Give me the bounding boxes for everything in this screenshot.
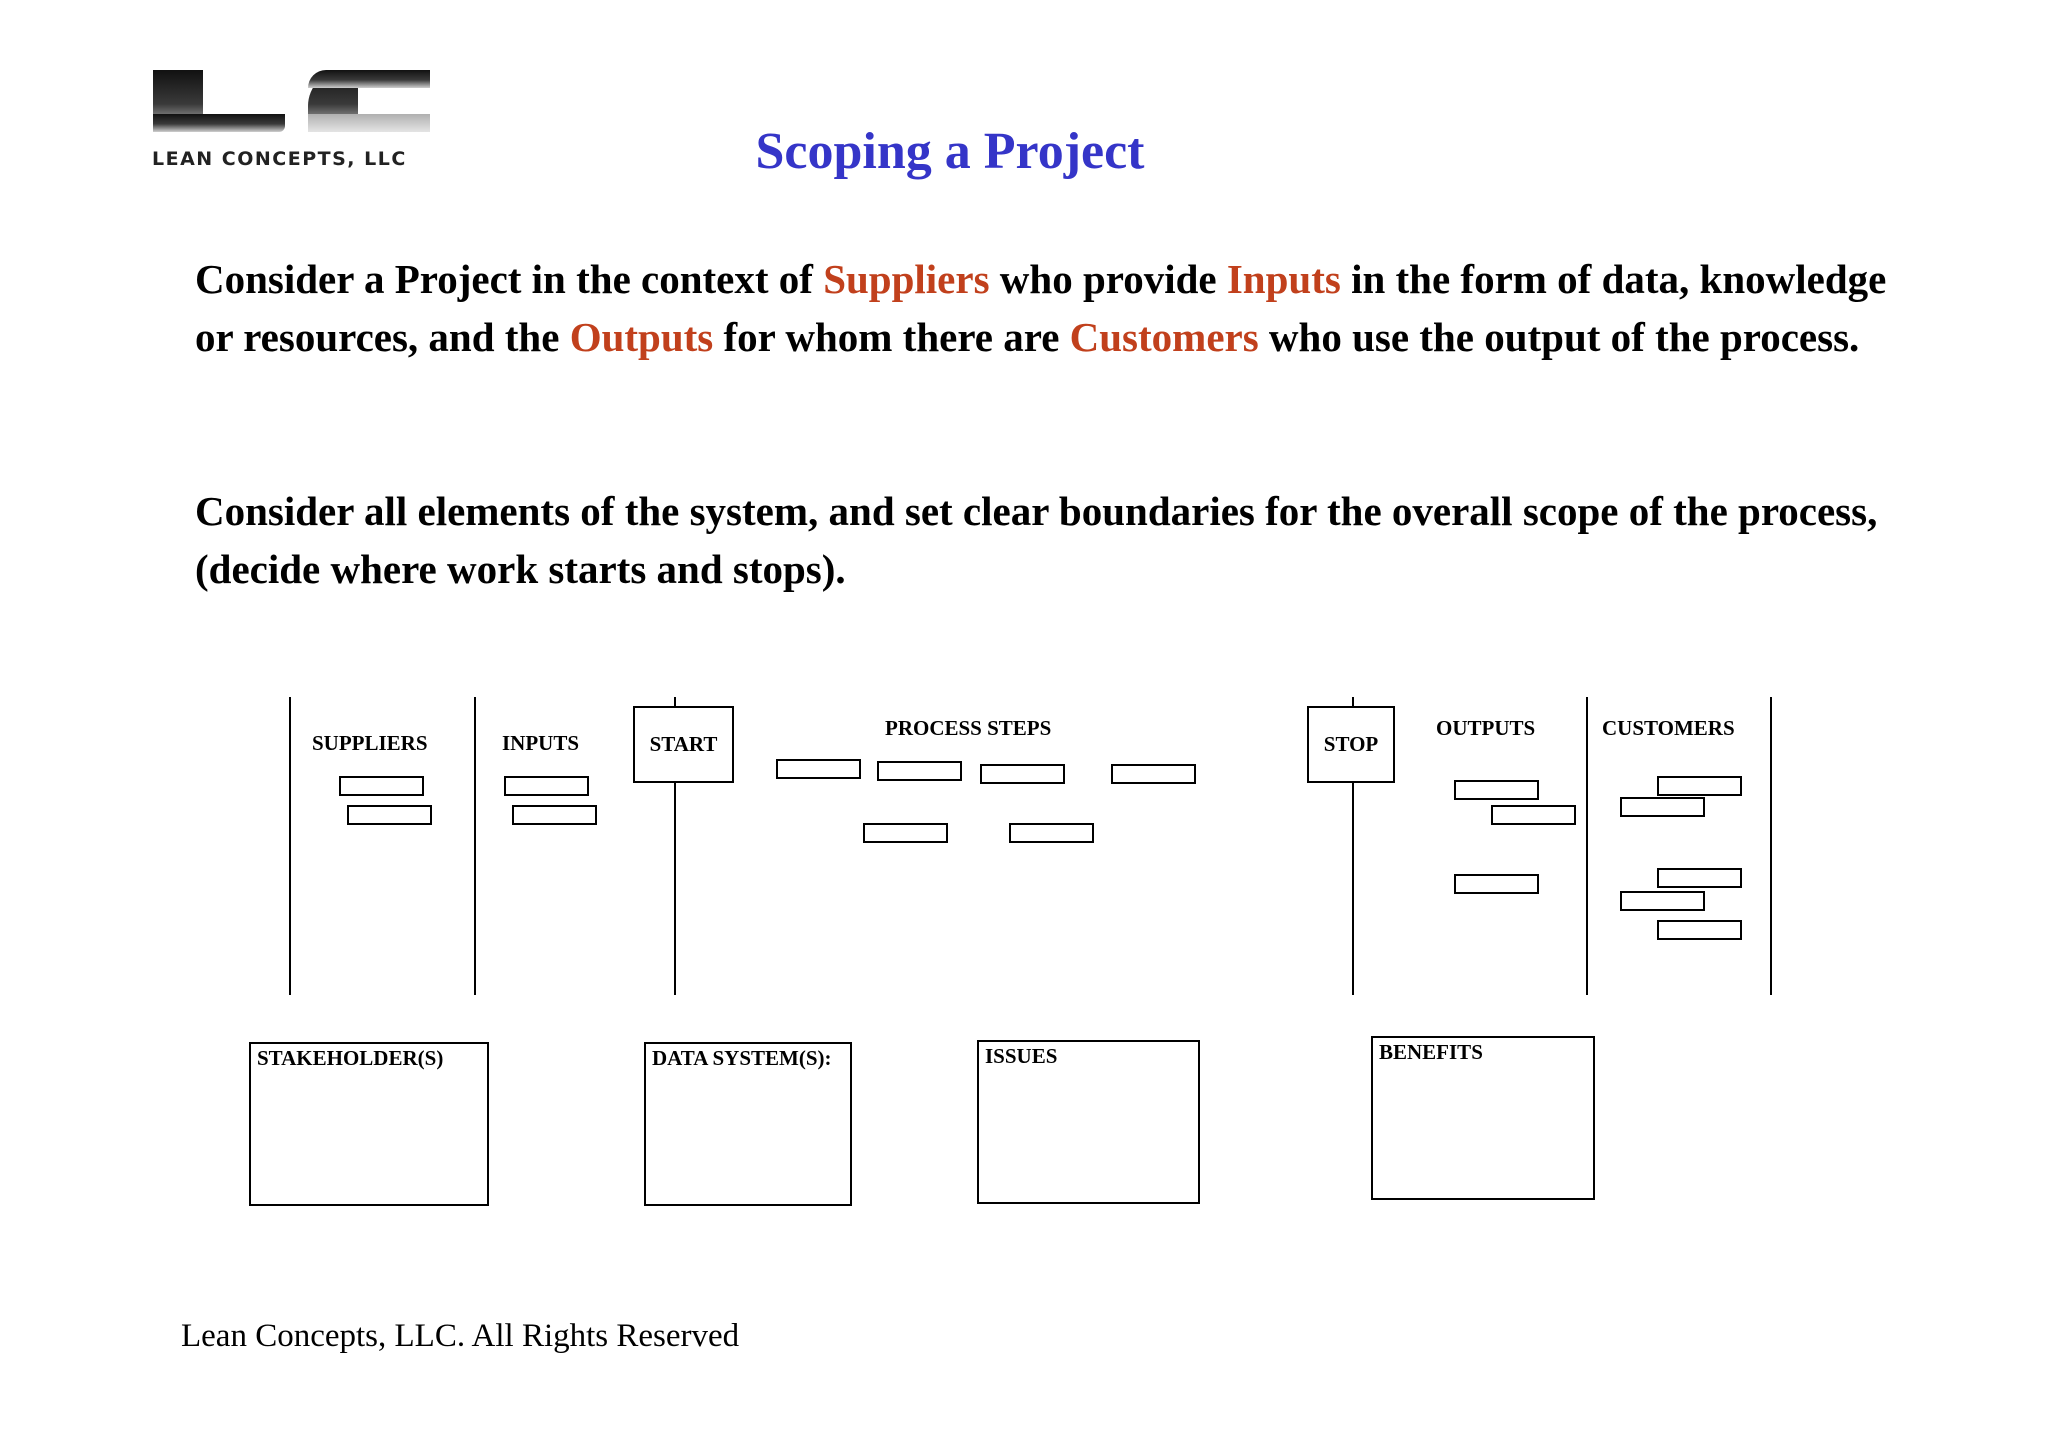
process-step-rect [776, 759, 861, 779]
para1-text-3: in the form of data, knowledge or resources, and the [195, 256, 1887, 360]
benefits-label: BENEFITS [1379, 1040, 1483, 1064]
stakeholders-box [249, 1042, 489, 1206]
footer-copyright: Lean Concepts, LLC. All Rights Reserved [181, 1318, 740, 1354]
input-rect [504, 776, 589, 796]
supplier-rect [347, 805, 432, 825]
output-rect [1491, 805, 1576, 825]
para1-text-1: Consider a Project in the context of [195, 256, 824, 302]
supplier-rect [339, 776, 424, 796]
process-step-rect [877, 761, 962, 781]
issues-label: ISSUES [985, 1044, 1058, 1068]
stakeholders-label: STAKEHOLDER(S) [257, 1046, 444, 1070]
customer-rect [1620, 891, 1705, 911]
process-step-rect [1111, 764, 1196, 784]
start-marker: START [633, 706, 734, 783]
para1-text-2: who provide [989, 256, 1227, 302]
outputs-label: OUTPUTS [1436, 716, 1536, 740]
issues-box [977, 1040, 1200, 1204]
intro-paragraph [195, 250, 1915, 366]
customer-rect [1657, 920, 1742, 940]
data-systems-box [644, 1042, 852, 1206]
highlight-suppliers: Suppliers [823, 256, 990, 302]
divider-left [289, 697, 291, 995]
customer-rect [1657, 776, 1742, 796]
highlight-inputs: Inputs [1226, 256, 1341, 302]
divider-right [1770, 697, 1772, 995]
divider-suppliers-inputs [474, 697, 476, 995]
suppliers-label: SUPPLIERS [312, 731, 428, 755]
data-systems-label: DATA SYSTEM(S): [652, 1046, 832, 1070]
highlight-customers: Customers [1069, 314, 1259, 360]
process-step-rect [1009, 823, 1094, 843]
customers-label: CUSTOMERS [1602, 716, 1735, 740]
benefits-box [1371, 1036, 1595, 1200]
process-step-rect [980, 764, 1065, 784]
para1-text-4: for whom there are [713, 314, 1070, 360]
output-rect [1454, 780, 1539, 800]
output-rect [1454, 874, 1539, 894]
customer-rect [1657, 868, 1742, 888]
logo-text: LEAN CONCEPTS, LLC [152, 148, 407, 170]
input-rect [512, 805, 597, 825]
divider-outputs-customers [1586, 697, 1588, 995]
inputs-label: INPUTS [502, 731, 580, 755]
scope-paragraph: Consider all elements of the system, and set clear boundaries for the overall scope of the process, (decide where work starts and stops). [195, 488, 1878, 592]
highlight-outputs: Outputs [569, 314, 714, 360]
process-step-rect [863, 823, 948, 843]
stop-marker: STOP [1307, 706, 1395, 783]
logo-c-top [308, 70, 430, 88]
para1-text-5: who use the output of the process. [1258, 314, 1860, 360]
page-title: Scoping a Project [755, 123, 1145, 180]
customer-rect [1620, 797, 1705, 817]
process-steps-label: PROCESS STEPS [885, 716, 1052, 740]
